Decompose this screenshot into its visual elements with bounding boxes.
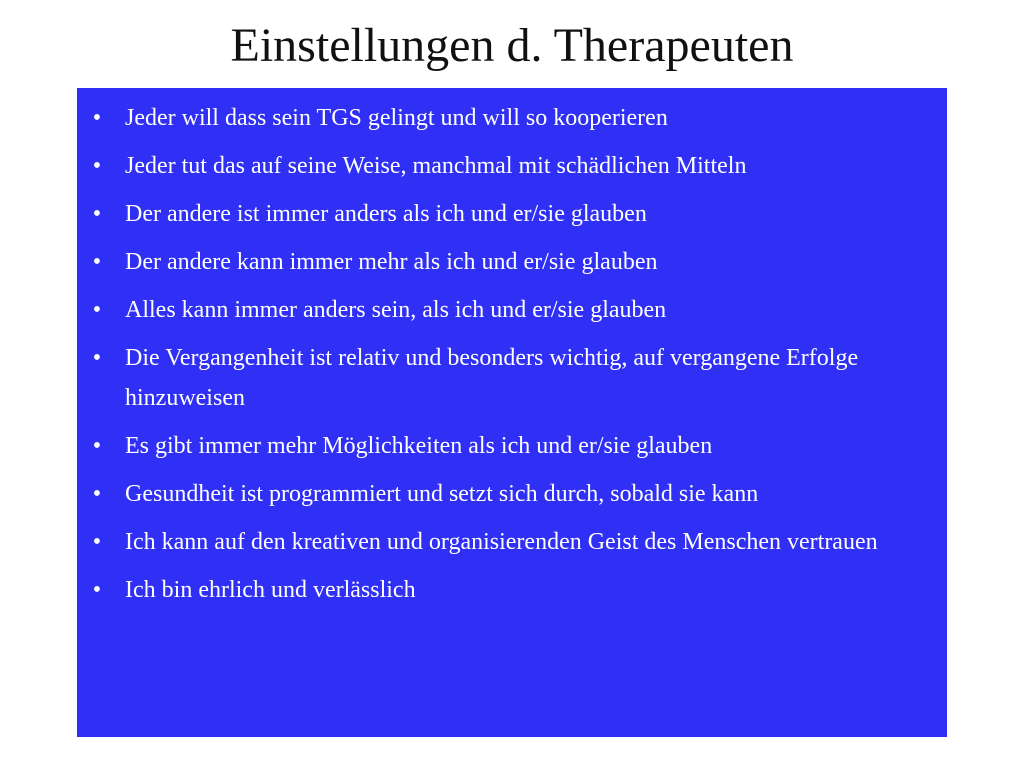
bullet-item xyxy=(87,338,917,418)
bullet-text: Gesundheit ist programmiert und setzt sich durch, sobald sie kann xyxy=(125,481,759,507)
bullet-dot: • xyxy=(92,577,102,603)
bullet-text: Jeder tut das auf seine Weise, manchmal mit schädlichen Mitteln xyxy=(125,153,747,179)
bullet-item xyxy=(87,570,917,610)
bullet-dot: • xyxy=(92,201,102,227)
bullet-text: Ich kann auf den kreativen und organisierenden Geist des Menschen vertrauen xyxy=(125,529,878,555)
bullet-item xyxy=(87,290,917,330)
bullet-dot: • xyxy=(92,105,102,131)
bullet-dot: • xyxy=(92,529,102,555)
bullet-text: Ich bin ehrlich und verlässlich xyxy=(125,577,416,603)
bullet-dot: • xyxy=(92,345,102,371)
bullet-item xyxy=(87,522,917,562)
slide-title: Einstellungen d. Therapeuten xyxy=(230,19,794,72)
bullet-text: Der andere ist immer anders als ich und er/sie glauben xyxy=(125,201,647,227)
bullet-dot: • xyxy=(92,481,102,507)
bullet-dot: • xyxy=(92,153,102,179)
bullet-item xyxy=(87,242,917,282)
bullet-dot: • xyxy=(92,249,102,275)
bullet-list xyxy=(87,98,917,610)
bullet-text: Die Vergangenheit ist relativ und besonders wichtig, auf vergangene Erfolge hinzuweisen xyxy=(125,345,859,411)
bullet-text: Alles kann immer anders sein, als ich und er/sie glauben xyxy=(125,297,667,323)
content-box xyxy=(77,88,947,737)
bullet-item xyxy=(87,194,917,234)
bullet-dot: • xyxy=(92,433,102,459)
bullet-dot: • xyxy=(92,297,102,323)
bullet-item xyxy=(87,146,917,186)
bullet-text: Es gibt immer mehr Möglichkeiten als ich und er/sie glauben xyxy=(125,433,713,459)
bullet-text: Der andere kann immer mehr als ich und er/sie glauben xyxy=(125,249,658,275)
bullet-text: Jeder will dass sein TGS gelingt und will so kooperieren xyxy=(125,105,668,131)
bullet-item xyxy=(87,426,917,466)
bullet-item xyxy=(87,98,917,138)
bullet-item xyxy=(87,474,917,514)
